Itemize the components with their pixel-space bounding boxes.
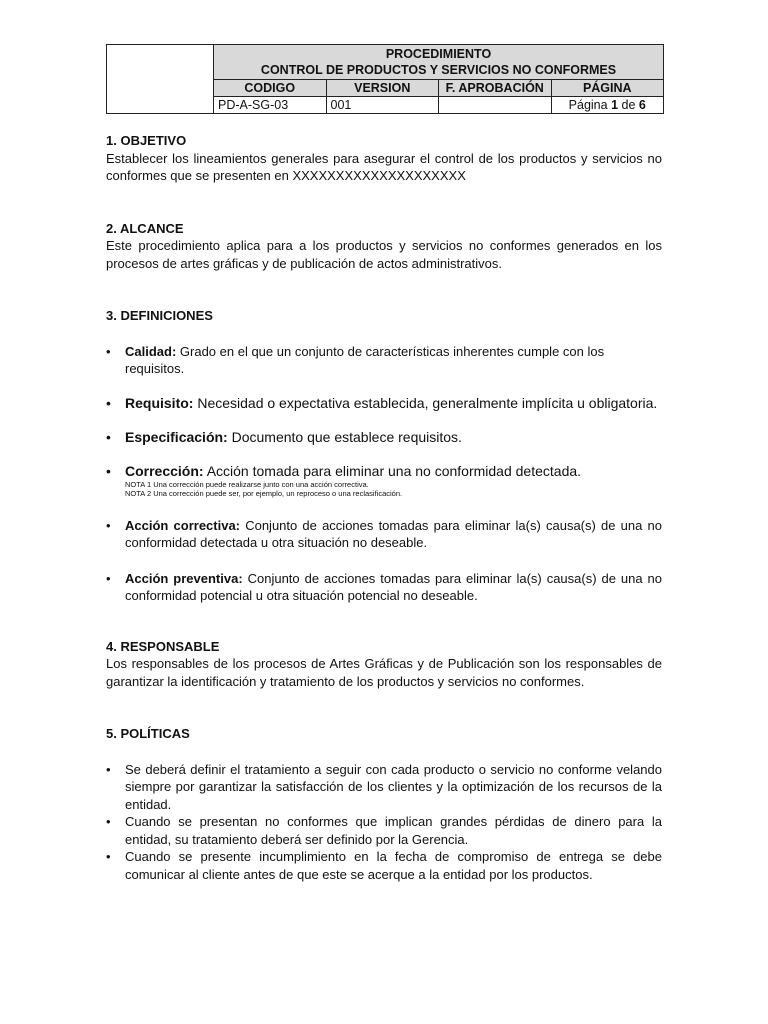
definition-item <box>106 428 662 446</box>
definition-item <box>106 343 662 378</box>
definition-term: Acción correctiva: <box>125 517 241 533</box>
policy-item: • Se deberá definir el tratamiento a seguir con cada producto o servicio no conforme velando siempre por garantizar la satisfacción de los clientes y la optimización de los recursos de la entidad. <box>106 761 662 814</box>
definition-text: Conjunto de acciones tomadas para eliminar la(s) causa(s) de una no conformidad detectada u otra situación no deseable. <box>125 517 662 550</box>
pagina-de: de <box>618 98 639 112</box>
definition-item <box>106 394 662 412</box>
policy-item: • Cuando se presente incumplimiento en la fecha de compromiso de entrega se debe comunicar al cliente antes de que este se acerque a la entidad por los productos. <box>106 848 662 883</box>
codigo-value: PD-A-SG-03 <box>214 97 327 114</box>
definition-text: Necesidad o expectativa establecida, generalmente implícita u obligatoria. <box>193 394 658 411</box>
definition-term: Requisito: <box>125 394 194 411</box>
section-politicas-title: 5. POLÍTICAS <box>106 726 190 741</box>
title-line-2: CONTROL DE PRODUCTOS Y SERVICIOS NO CONFORMES <box>260 63 617 77</box>
definition-text: Conjunto de acciones tomadas para eliminar la(s) causa(s) de una no conformidad potencial u otra situación potencial no deseable. <box>125 570 662 603</box>
definition-term: Acción preventiva: <box>125 570 243 586</box>
document-title <box>214 45 664 80</box>
definition-item <box>106 517 662 552</box>
definition-term: Especificación: <box>125 428 228 445</box>
section-objetivo-title: 1. OBJETIVO <box>106 133 187 148</box>
section-alcance-title: 2. ALCANCE <box>106 220 184 236</box>
document-header-table <box>106 44 664 114</box>
document-body <box>106 132 662 883</box>
definition-item <box>106 462 662 499</box>
version-value: 001 <box>326 97 439 114</box>
definition-item <box>106 570 662 605</box>
definitions-list <box>106 343 662 605</box>
section-alcance-text: Este procedimiento aplica para a los productos y servicios no conformes generados en los procesos de artes gráficas y de publicación de actos administrativos. <box>106 238 662 271</box>
pagina-prefix: Página <box>568 98 612 112</box>
definition-note-1: NOTA 1 Una corrección puede realizarse junto con una acción correctiva. <box>125 479 369 489</box>
definition-term: Calidad: <box>125 343 177 359</box>
policy-item: • Cuando se presentan no conformes que implican grandes pérdidas de dinero para la entidad, su tratamiento deberá ser definido por la Gerencia. <box>106 813 662 848</box>
pagina-number: 1 <box>611 98 619 112</box>
logo-cell <box>107 45 214 114</box>
header-version: VERSION <box>326 80 439 97</box>
definition-note-2: NOTA 2 Una corrección puede ser, por ejemplo, un reproceso o una reclasificación. <box>125 489 403 498</box>
section-responsable-title: 4. RESPONSABLE <box>106 638 220 654</box>
policies-list <box>106 761 662 884</box>
definition-text: Acción tomada para eliminar una no conformidad detectada. <box>203 462 582 479</box>
header-codigo: CODIGO <box>214 80 327 97</box>
definition-text: Documento que establece requisitos. <box>227 428 462 445</box>
header-pagina: PÁGINA <box>551 80 664 97</box>
definition-text: Grado en el que un conjunto de características inherentes cumple con los requisitos. <box>125 343 605 376</box>
pagina-total: 6 <box>638 98 646 112</box>
pagina-value <box>551 97 664 114</box>
section-objetivo-text: Establecer los lineamientos generales para asegurar el control de los productos y servicios no conformes que se presenten en XXXXXXXXXXXXXXXXXXXX <box>106 150 662 183</box>
header-aprobacion: F. APROBACIÓN <box>439 80 552 97</box>
aprobacion-value <box>439 97 552 114</box>
section-definiciones-title: 3. DEFINICIONES <box>106 308 213 323</box>
section-responsable-text: Los responsables de los procesos de Artes Gráficas y de Publicación son los responsables de garantizar la identificación y tratamiento de los productos y servicios no conformes. <box>106 656 662 689</box>
title-line-1: PROCEDIMIENTO <box>385 47 492 61</box>
definition-term: Corrección: <box>125 462 204 479</box>
